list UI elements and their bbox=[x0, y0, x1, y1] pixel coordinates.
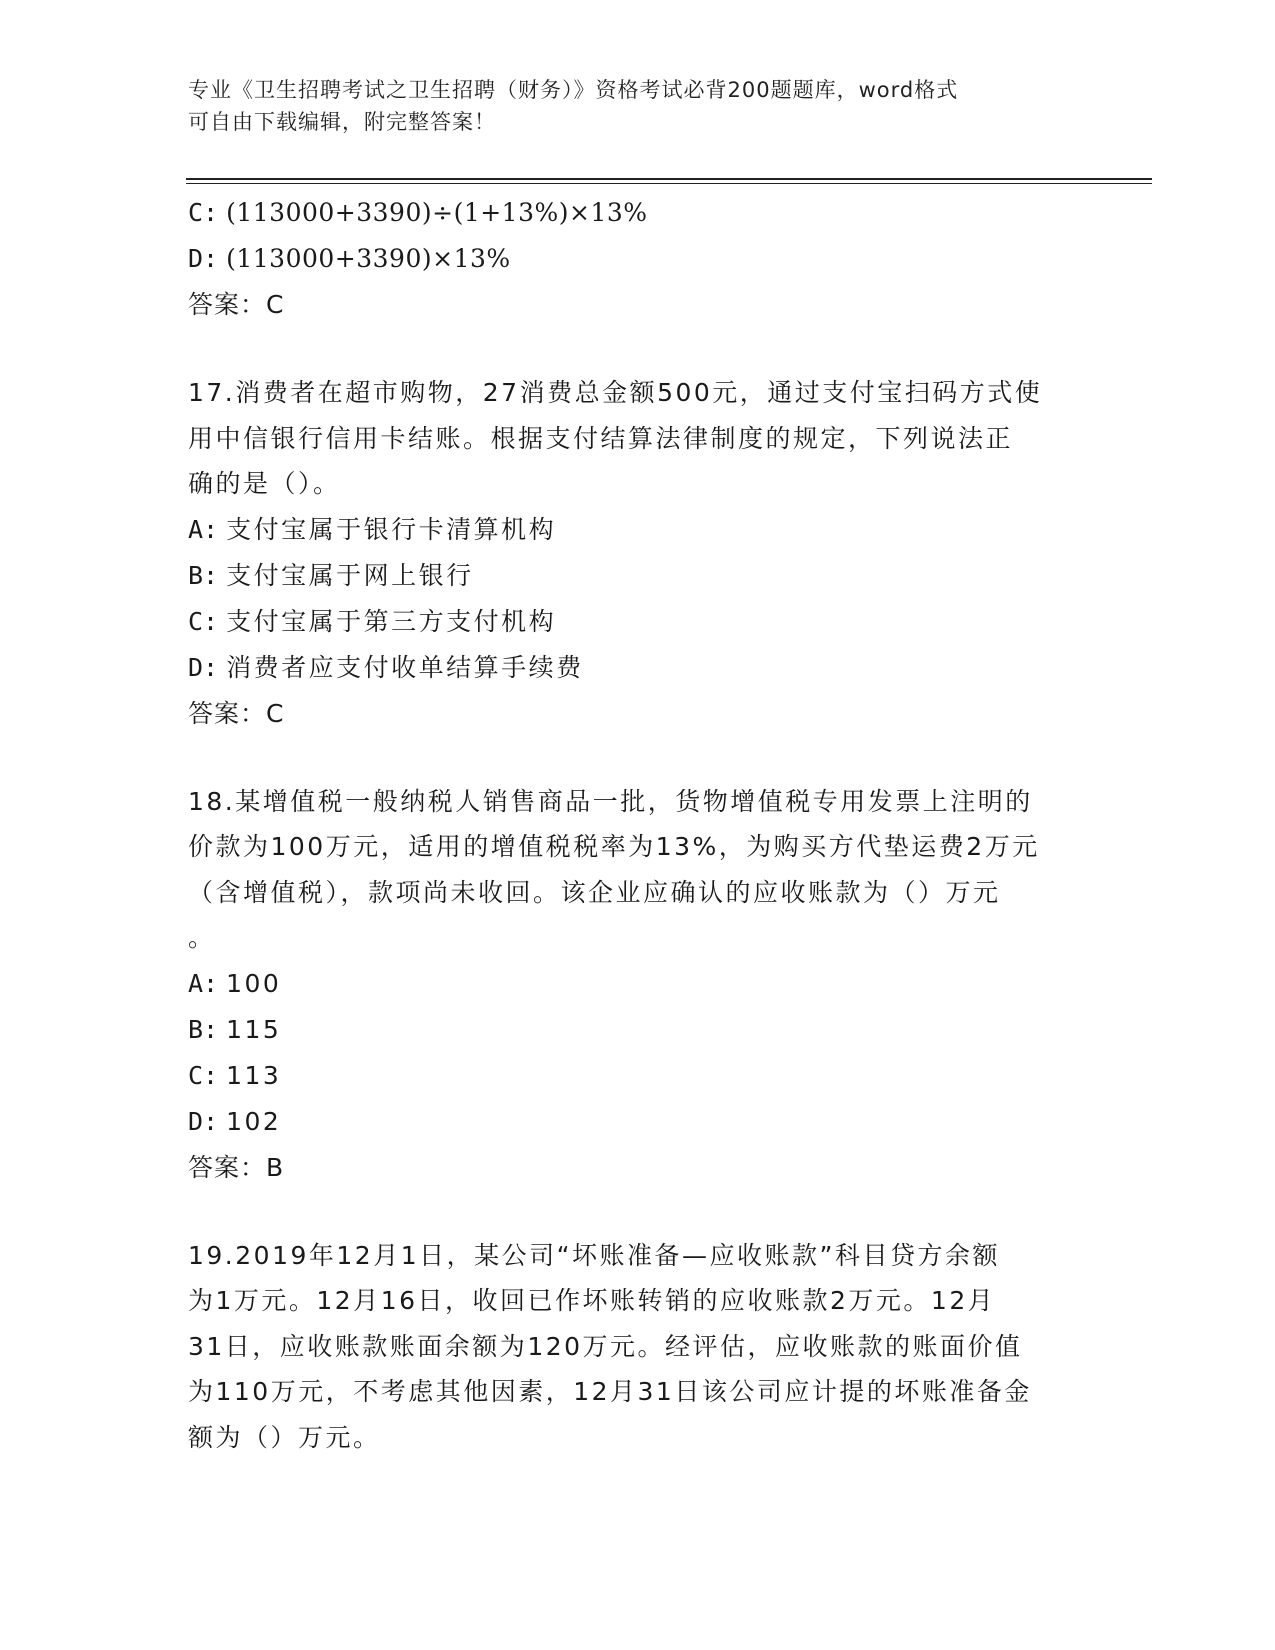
stem-line: 价款为100万元，适用的增值税税率为13%，为购买方代垫运费2万元 bbox=[188, 832, 1040, 861]
option-letter: D: bbox=[188, 1106, 219, 1136]
option-b bbox=[188, 553, 1088, 599]
option-d bbox=[188, 645, 1088, 691]
question-stem bbox=[188, 370, 1088, 507]
question-19 bbox=[188, 1233, 1088, 1461]
option-letter: D: bbox=[188, 652, 219, 682]
question-stem bbox=[188, 779, 1088, 961]
answer-line: 答案：C bbox=[188, 698, 285, 728]
option-d bbox=[188, 236, 1088, 282]
question-16-continued bbox=[188, 190, 1088, 328]
option-letter: C: bbox=[188, 606, 219, 636]
option-letter: A: bbox=[188, 514, 219, 544]
stem-line: 确的是（）。 bbox=[188, 469, 341, 498]
stem-line: 为110万元，不考虑其他因素，12月31日该公司应计提的坏账准备金 bbox=[188, 1377, 1032, 1406]
option-a bbox=[188, 961, 1088, 1007]
header-divider-thick bbox=[186, 178, 1152, 180]
option-c bbox=[188, 190, 1088, 236]
option-letter: C: bbox=[188, 198, 219, 227]
option-text: 113 bbox=[226, 1060, 282, 1090]
option-text: 102 bbox=[226, 1106, 282, 1136]
option-text: 支付宝属于第三方支付机构 bbox=[226, 606, 557, 636]
answer-line: 答案：B bbox=[188, 1152, 285, 1182]
stem-line: 。 bbox=[188, 923, 216, 952]
option-text: 支付宝属于网上银行 bbox=[226, 560, 474, 590]
option-text: 100 bbox=[226, 968, 282, 998]
stem-line: 为1万元。12月16日，收回已作坏账转销的应收账款2万元。12月 bbox=[188, 1286, 996, 1315]
stem-line: （含增值税），款项尚未收回。该企业应确认的应收账款为（）万元 bbox=[188, 877, 1001, 907]
option-letter: B: bbox=[188, 1014, 219, 1044]
option-b bbox=[188, 1007, 1088, 1053]
option-text: 消费者应支付收单结算手续费 bbox=[226, 652, 584, 682]
document-body bbox=[188, 190, 1088, 1460]
option-text: (113000+3390)×13% bbox=[226, 244, 511, 273]
stem-line: 用中信银行信用卡结账。根据支付结算法律制度的规定，下列说法正 bbox=[188, 423, 1014, 453]
stem-line: 17.消费者在超市购物，27消费总金额500元，通过支付宝扫码方式使 bbox=[188, 378, 1043, 407]
option-text: 115 bbox=[226, 1014, 282, 1044]
header-title-line-1: 专业《卫生招聘考试之卫生招聘（财务）》资格考试必背200题题库，word格式 bbox=[188, 78, 959, 102]
header-title-line-2: 可自由下载编辑，附完整答案！ bbox=[188, 110, 496, 134]
option-text: (113000+3390)÷(1+13%)×13% bbox=[226, 198, 648, 227]
header-divider-thin bbox=[186, 183, 1152, 184]
option-c bbox=[188, 1053, 1088, 1099]
answer-line: 答案：C bbox=[188, 290, 285, 319]
stem-line: 额为（）万元。 bbox=[188, 1422, 381, 1452]
option-letter: B: bbox=[188, 560, 219, 590]
question-18 bbox=[188, 779, 1088, 1191]
option-a bbox=[188, 507, 1088, 553]
stem-line: 18.某增值税一般纳税人销售商品一批，货物增值税专用发票上注明的 bbox=[188, 786, 1033, 816]
question-17 bbox=[188, 370, 1088, 737]
stem-line: 19.2019年12月1日，某公司“坏账准备—应收账款”科目贷方余额 bbox=[188, 1240, 1001, 1270]
question-stem bbox=[188, 1233, 1088, 1461]
option-c bbox=[188, 599, 1088, 645]
option-letter: A: bbox=[188, 968, 219, 998]
stem-line: 31日，应收账款账面余额为120万元。经评估，应收账款的账面价值 bbox=[188, 1331, 1023, 1361]
option-letter: D: bbox=[188, 244, 219, 273]
option-letter: C: bbox=[188, 1060, 219, 1090]
option-text: 支付宝属于银行卡清算机构 bbox=[226, 514, 557, 544]
option-d bbox=[188, 1099, 1088, 1145]
document-header bbox=[188, 74, 1088, 138]
